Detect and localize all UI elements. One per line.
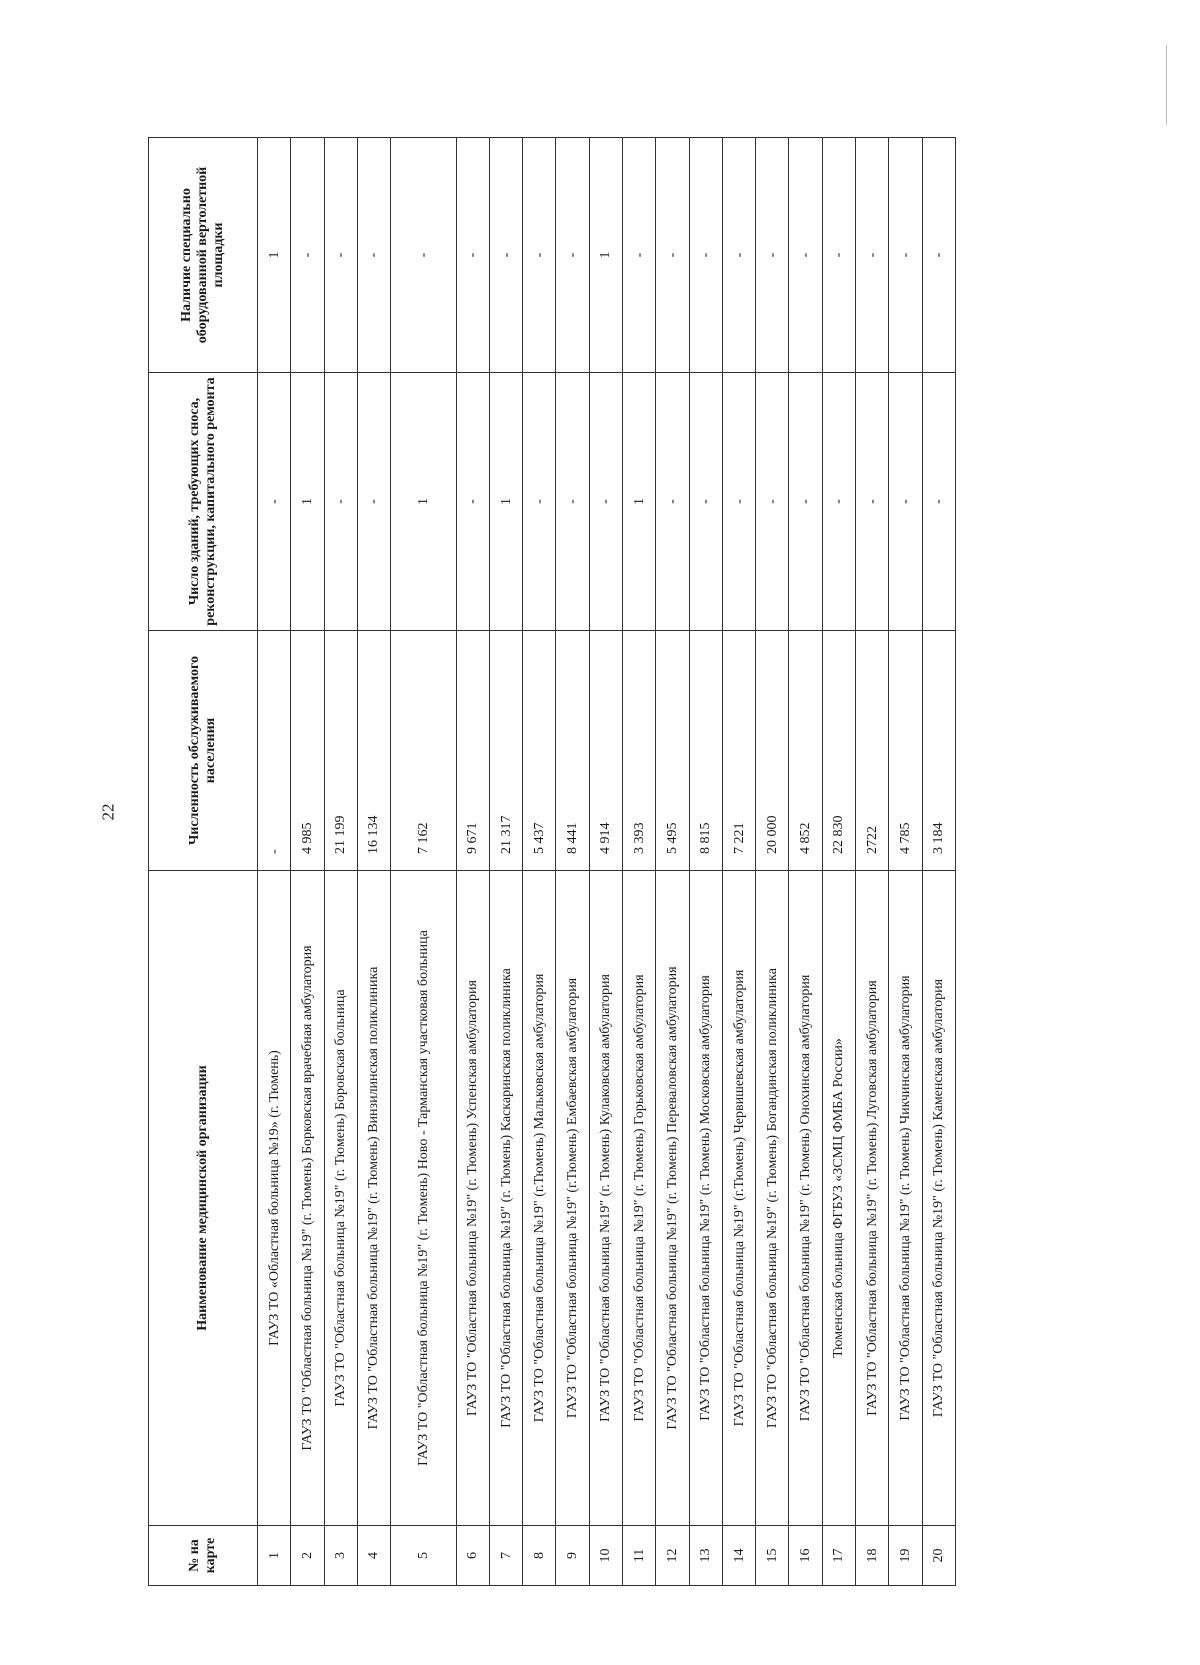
table-row	[489, 138, 522, 1586]
header-map-number: № на карте	[149, 1526, 258, 1586]
table-row	[556, 138, 589, 1586]
cell-helipad: 1	[589, 138, 622, 373]
cell-organization-name: ГАУЗ ТО "Областная больница №19" (г. Тюмень) Чикчинская амбулатория	[889, 871, 922, 1526]
cell-organization-name: ГАУЗ ТО "Областная больница №19" (г.Тюмень) Червишевская амбулатория	[722, 871, 755, 1526]
table-row	[756, 138, 789, 1586]
cell-organization-name: ГАУЗ ТО "Областная больница №19" (г. Тюмень) Московская амбулатория	[689, 871, 722, 1526]
cell-buildings-repair: -	[656, 373, 689, 631]
cell-population: 5 437	[523, 631, 556, 871]
cell-helipad: -	[324, 138, 357, 373]
cell-organization-name: ГАУЗ ТО "Областная больница №19" (г. Тюмень) Кулаковская амбулатория	[589, 871, 622, 1526]
cell-organization-name: ГАУЗ ТО "Областная больница №19" (г. Тюмень) Каскаринская поликлиника	[489, 871, 522, 1526]
cell-map-number: 11	[623, 1526, 656, 1586]
cell-map-number: 17	[822, 1526, 855, 1586]
cell-helipad: -	[822, 138, 855, 373]
cell-helipad: -	[856, 138, 889, 373]
cell-helipad: -	[722, 138, 755, 373]
table-row	[291, 138, 324, 1586]
table-row	[656, 138, 689, 1586]
cell-buildings-repair: -	[523, 373, 556, 631]
cell-population: 4 914	[589, 631, 622, 871]
cell-population: 9 671	[456, 631, 489, 871]
cell-population: 16 134	[357, 631, 390, 871]
table-row	[391, 138, 457, 1586]
cell-organization-name: ГАУЗ ТО «Областная больница №19» (г. Тюмень)	[258, 871, 291, 1526]
table-row	[822, 138, 855, 1586]
cell-organization-name: ГАУЗ ТО "Областная больница №19" (г.Тюмень) Мальковская амбулатория	[523, 871, 556, 1526]
cell-helipad: -	[756, 138, 789, 373]
cell-buildings-repair: -	[456, 373, 489, 631]
cell-helipad: 1	[258, 138, 291, 373]
cell-map-number: 8	[523, 1526, 556, 1586]
cell-organization-name: ГАУЗ ТО "Областная больница №19" (г. Тюмень) Богандинская поликлиника	[756, 871, 789, 1526]
cell-helipad: -	[889, 138, 922, 373]
cell-map-number: 14	[722, 1526, 755, 1586]
table-row	[922, 138, 955, 1586]
cell-map-number: 16	[789, 1526, 822, 1586]
cell-helipad: -	[656, 138, 689, 373]
cell-buildings-repair: -	[589, 373, 622, 631]
cell-map-number: 15	[756, 1526, 789, 1586]
cell-map-number: 19	[889, 1526, 922, 1586]
cell-organization-name: ГАУЗ ТО "Областная больница №19" (г. Тюмень) Каменская амбулатория	[922, 871, 955, 1526]
cell-population: 21 317	[489, 631, 522, 871]
cell-buildings-repair: -	[789, 373, 822, 631]
cell-map-number: 3	[324, 1526, 357, 1586]
cell-helipad: -	[391, 138, 457, 373]
cell-map-number: 18	[856, 1526, 889, 1586]
cell-buildings-repair: 1	[489, 373, 522, 631]
facilities-table-rotated	[148, 138, 956, 1586]
cell-population: 8 441	[556, 631, 589, 871]
cell-organization-name: ГАУЗ ТО "Областная больница №19" (г. Тюмень) Боровская больница	[324, 871, 357, 1526]
table-row	[789, 138, 822, 1586]
cell-map-number: 12	[656, 1526, 689, 1586]
cell-map-number: 9	[556, 1526, 589, 1586]
cell-helipad: -	[556, 138, 589, 373]
header-population: Численность обслуживаемого населения	[149, 631, 258, 871]
cell-organization-name: ГАУЗ ТО "Областная больница №19" (г. Тюмень) Переваловская амбулатория	[656, 871, 689, 1526]
cell-organization-name: ГАУЗ ТО "Областная больница №19" (г. Тюмень) Ново - Тарманская участковая больница	[391, 871, 457, 1526]
table-row	[623, 138, 656, 1586]
cell-map-number: 2	[291, 1526, 324, 1586]
cell-population: 5 495	[656, 631, 689, 871]
facilities-table	[148, 137, 956, 1586]
cell-map-number: 7	[489, 1526, 522, 1586]
cell-buildings-repair: -	[258, 373, 291, 631]
cell-population: 7 162	[391, 631, 457, 871]
cell-population: 21 199	[324, 631, 357, 871]
cell-map-number: 4	[357, 1526, 390, 1586]
cell-buildings-repair: -	[756, 373, 789, 631]
cell-buildings-repair: -	[822, 373, 855, 631]
cell-organization-name: ГАУЗ ТО "Областная больница №19" (г.Тюмень) Ембаевская амбулатория	[556, 871, 589, 1526]
cell-helipad: -	[523, 138, 556, 373]
page-number: 22	[98, 803, 118, 821]
cell-population: 3 393	[623, 631, 656, 871]
cell-map-number: 13	[689, 1526, 722, 1586]
cell-helipad: -	[291, 138, 324, 373]
table-row	[258, 138, 291, 1586]
cell-organization-name: ГАУЗ ТО "Областная больница №19" (г. Тюмень) Винзилинская поликлиника	[357, 871, 390, 1526]
cell-helipad: -	[789, 138, 822, 373]
table-row	[889, 138, 922, 1586]
cell-buildings-repair: -	[922, 373, 955, 631]
cell-organization-name: ГАУЗ ТО "Областная больница №19" (г. Тюмень) Успенская амбулатория	[456, 871, 489, 1526]
table-row	[456, 138, 489, 1586]
cell-map-number: 6	[456, 1526, 489, 1586]
cell-map-number: 1	[258, 1526, 291, 1586]
cell-population: 2722	[856, 631, 889, 871]
cell-population: 4 852	[789, 631, 822, 871]
cell-population: 7 221	[722, 631, 755, 871]
cell-buildings-repair: 1	[623, 373, 656, 631]
cell-organization-name: ГАУЗ ТО "Областная больница №19" (г. Тюмень) Онохинская амбулатория	[789, 871, 822, 1526]
cell-map-number: 10	[589, 1526, 622, 1586]
cell-buildings-repair: -	[357, 373, 390, 631]
cell-buildings-repair: 1	[291, 373, 324, 631]
cell-buildings-repair: -	[722, 373, 755, 631]
cell-population: 20 000	[756, 631, 789, 871]
cell-population: 3 184	[922, 631, 955, 871]
table-row	[856, 138, 889, 1586]
header-buildings-repair: Число зданий, требующих сноса, реконструкции, капитального ремонта	[149, 373, 258, 631]
cell-helipad: -	[489, 138, 522, 373]
cell-organization-name: Тюменская больница ФГБУЗ «ЗСМЦ ФМБА России»	[822, 871, 855, 1526]
cell-buildings-repair: -	[689, 373, 722, 631]
cell-map-number: 5	[391, 1526, 457, 1586]
table-row	[523, 138, 556, 1586]
table-row	[722, 138, 755, 1586]
cell-map-number: 20	[922, 1526, 955, 1586]
cell-helipad: -	[357, 138, 390, 373]
header-organization-name: Наименование медицинской организации	[149, 871, 258, 1526]
cell-helipad: -	[456, 138, 489, 373]
cell-population: 8 815	[689, 631, 722, 871]
cell-population: 22 830	[822, 631, 855, 871]
cell-organization-name: ГАУЗ ТО "Областная больница №19" (г. Тюмень) Луговская амбулатория	[856, 871, 889, 1526]
table-row	[689, 138, 722, 1586]
cell-population: -	[258, 631, 291, 871]
cell-helipad: -	[623, 138, 656, 373]
cell-buildings-repair: -	[856, 373, 889, 631]
table-row	[324, 138, 357, 1586]
table-row	[589, 138, 622, 1586]
cell-buildings-repair: -	[324, 373, 357, 631]
header-helipad: Наличие специально оборудованной вертолетной площадки	[149, 138, 258, 373]
scan-edge-mark	[1166, 45, 1167, 125]
cell-buildings-repair: -	[556, 373, 589, 631]
cell-helipad: -	[689, 138, 722, 373]
table-header-row	[149, 138, 258, 1586]
cell-population: 4 985	[291, 631, 324, 871]
cell-helipad: -	[922, 138, 955, 373]
table-row	[357, 138, 390, 1586]
cell-organization-name: ГАУЗ ТО "Областная больница №19" (г. Тюмень) Горьковская амбулатория	[623, 871, 656, 1526]
cell-organization-name: ГАУЗ ТО "Областная больница №19" (г. Тюмень) Борковская врачебная амбулатория	[291, 871, 324, 1526]
cell-buildings-repair: -	[889, 373, 922, 631]
cell-population: 4 785	[889, 631, 922, 871]
cell-buildings-repair: 1	[391, 373, 457, 631]
